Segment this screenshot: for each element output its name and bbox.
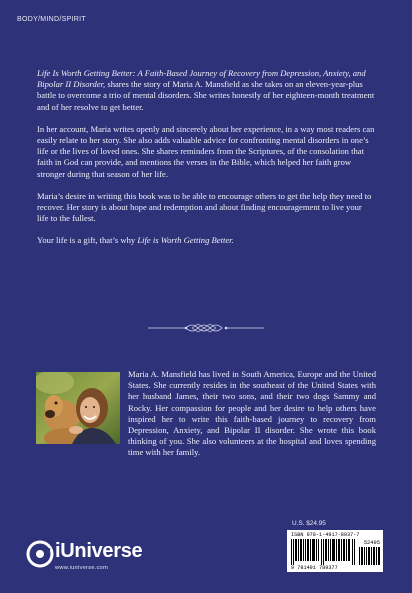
publisher-logo [26, 538, 166, 578]
publisher-name: iUniverse [55, 540, 143, 562]
barcode-price-code: 52495 [363, 540, 380, 546]
isbn-barcode [287, 530, 383, 572]
description-paragraph-3: Maria’s desire in writing this book was to be able to encourage others to get the help they need to recover. Her story is about hope and redemption and about finding encouragement to live your life to the fullest. [37, 190, 372, 224]
description-p4-text: Your life is a gift, that’s why [37, 235, 138, 246]
isbn-number: ISBN 978-1-4917-8937-7 [291, 532, 360, 538]
author-bio: Maria A. Mansfield has lived in South America, Europe and the United States. She currently resides in the southeast of the United States with her husband James, their two sons, and their two dogs Sammy and Rocky. Her compassion for people and her desire to help others have inspired her to write this faith-based journey to recovery from Depression, Anxiety, and Bipolar II disorder. She wrote this book thinking of you. She also volunteers at the hospital and loves spending time with her family. [128, 369, 376, 458]
ornament-divider [148, 321, 264, 335]
description-paragraph-4 [37, 235, 375, 246]
publisher-url: www.iuniverse.com [55, 565, 109, 571]
description-p1-text: shares the story of Maria A. Mansfield as she takes on an eleven-year-plus battle to overcome a trio of mental disorders. She writes honestly of her eighteen-month treatment and of her resolve to get better. [37, 79, 375, 112]
description-paragraph-2: In her account, Maria writes openly and sincerely about her experience, in a way most readers can easily relate to her story. She also adds valuable advice for confronting mental disorders in one’s life or the lives of loved ones. She shares reminders from the Scriptures, of the consolation that faith in God can provide, and mentions the verses in the Bible, which helped her faith grow stronger during that season of her life. [37, 123, 375, 179]
price-label: U.S. $24.95 [292, 520, 326, 527]
category-label: BODY/MIND/SPIRIT [17, 16, 86, 23]
book-title-italic: Life Is Worth Getting Better: A Faith-Based Journey of Recovery from Depression, Anxiety, and Bipolar II Disorder, [37, 68, 366, 90]
book-title-italic-2: Life is Worth Getting Better. [137, 235, 234, 246]
ean-number: 9 781491 789377 [291, 565, 338, 571]
barcode-addon-bars [359, 547, 380, 565]
book-description [37, 68, 375, 247]
barcode-bars [291, 539, 355, 565]
author-photo [36, 372, 120, 444]
iuniverse-swirl-icon [26, 540, 54, 568]
description-paragraph-1 [37, 68, 375, 113]
